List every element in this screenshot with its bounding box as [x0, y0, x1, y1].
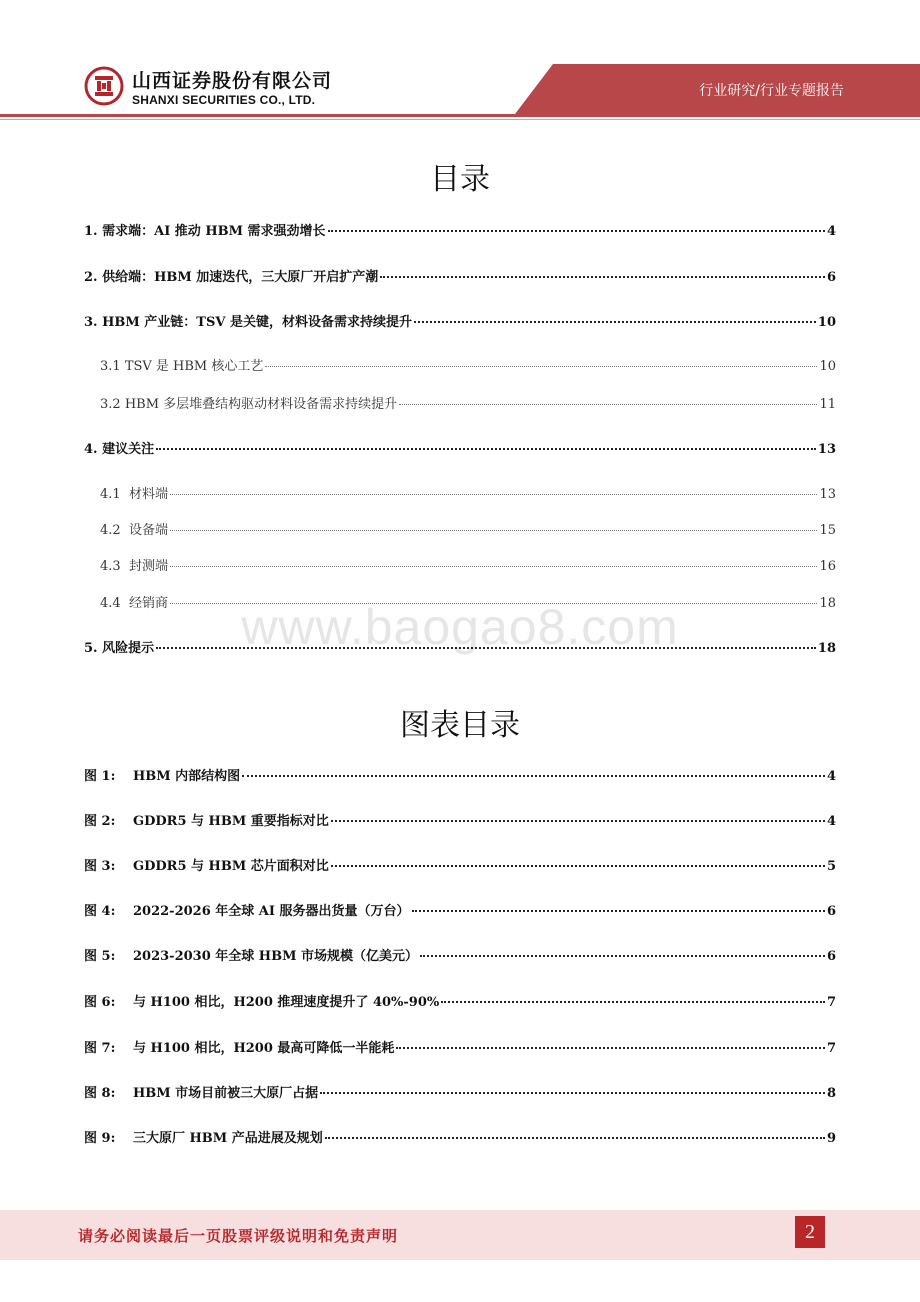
- toc-subitem[interactable]: [100, 555, 836, 574]
- toc-item-number: 3.1: [100, 359, 125, 374]
- dot-leader: [380, 276, 825, 278]
- toc-item-text: 需求端：AI 推动 HBM 需求强劲增长: [102, 224, 326, 239]
- figure-list-item[interactable]: [84, 1037, 836, 1056]
- toc-item-number: 4.4: [100, 596, 129, 611]
- company-name-en: SHANXI SECURITIES CO., LTD.: [132, 93, 316, 107]
- header-divider-thin: [0, 119, 920, 120]
- toc-item-number: 1.: [84, 224, 103, 239]
- figure-list-item[interactable]: [84, 1082, 836, 1101]
- figure-list-item[interactable]: [84, 855, 836, 874]
- toc-item-page: 4: [826, 224, 836, 239]
- figure-label: 图 4:: [84, 904, 116, 919]
- toc-item[interactable]: [84, 266, 836, 285]
- toc-item-number: 5.: [84, 641, 103, 656]
- toc-item-page: 10: [819, 359, 836, 374]
- toc-item-page: 18: [817, 641, 836, 656]
- toc-item-text: TSV 是 HBM 核心工艺: [124, 359, 264, 374]
- figure-title: 与 H100 相比，H200 最高可降低一半能耗: [133, 1041, 395, 1056]
- toc-item-page: 6: [826, 270, 836, 285]
- toc-item-page: 13: [817, 442, 836, 457]
- dot-leader: [412, 910, 825, 912]
- disclaimer-text: 请务必阅读最后一页股票评级说明和免责声明: [78, 1227, 399, 1245]
- dot-leader: [170, 566, 817, 567]
- toc-item-number: 3.2: [100, 397, 125, 412]
- watermark: www.baogao8.com: [241, 599, 679, 655]
- figure-list-item[interactable]: [84, 810, 836, 829]
- dot-leader: [399, 404, 817, 405]
- dot-leader: [156, 647, 816, 649]
- toc-subitem[interactable]: [100, 393, 836, 412]
- figure-title: GDDR5 与 HBM 重要指标对比: [133, 814, 329, 829]
- figure-title: GDDR5 与 HBM 芯片面积对比: [133, 859, 329, 874]
- toc-item-page: 13: [819, 487, 836, 502]
- dot-leader: [242, 775, 825, 777]
- company-name-cn: 山西证券股份有限公司: [132, 70, 333, 92]
- figure-title: 三大原厂 HBM 产品进展及规划: [133, 1131, 323, 1146]
- toc-item-number: 4.2: [100, 523, 129, 538]
- figure-label: 图 3:: [84, 859, 116, 874]
- toc-item-text: 经销商: [128, 596, 168, 611]
- dot-leader: [331, 820, 825, 822]
- figures-title: 图表目录: [400, 708, 520, 743]
- toc-item-number: 4.: [84, 442, 103, 457]
- figure-list-item[interactable]: [84, 900, 836, 919]
- toc-item-text: HBM 产业链：TSV 是关键，材料设备需求持续提升: [102, 315, 412, 330]
- toc-item-number: 4.3: [100, 559, 129, 574]
- toc-item-text: 设备端: [128, 523, 168, 538]
- toc-item-number: 4.1: [100, 487, 129, 502]
- dot-leader: [170, 494, 817, 495]
- figure-page: 9: [826, 1131, 836, 1146]
- figure-title: 与 H100 相比，H200 推理速度提升了 40%-90%: [133, 995, 440, 1010]
- page-number: 2: [795, 1216, 825, 1248]
- figure-title: HBM 市场目前被三大原厂占据: [133, 1086, 319, 1101]
- toc-item[interactable]: [84, 220, 836, 239]
- toc-item[interactable]: [84, 438, 836, 457]
- figure-label: 图 2:: [84, 814, 116, 829]
- figure-title: 2023-2030 年全球 HBM 市场规模（亿美元）: [133, 949, 418, 964]
- toc-item-page: 15: [819, 523, 836, 538]
- figure-label: 图 7:: [84, 1041, 116, 1056]
- dot-leader: [320, 1092, 825, 1094]
- figure-page: 7: [826, 995, 836, 1010]
- toc-item[interactable]: [84, 311, 836, 330]
- figure-label: 图 9:: [84, 1131, 116, 1146]
- dot-leader: [441, 1001, 825, 1003]
- figure-list-item[interactable]: [84, 765, 836, 784]
- toc-item-page: 16: [819, 559, 836, 574]
- dot-leader: [331, 865, 825, 867]
- toc-item-page: 18: [819, 596, 836, 611]
- toc-item-text: 风险提示: [102, 641, 155, 656]
- toc-item-page: 10: [817, 315, 836, 330]
- figure-page: 6: [826, 949, 836, 964]
- figure-list-item[interactable]: [84, 945, 836, 964]
- dot-leader: [170, 530, 817, 531]
- dot-leader: [328, 230, 825, 232]
- dot-leader: [396, 1047, 825, 1049]
- dot-leader: [265, 366, 817, 367]
- toc-item-text: 材料端: [128, 487, 168, 502]
- dot-leader: [414, 321, 816, 323]
- figure-page: 6: [826, 904, 836, 919]
- toc-item-text: 封测端: [128, 559, 168, 574]
- figure-title: HBM 内部结构图: [133, 769, 241, 784]
- figure-label: 图 5:: [84, 949, 116, 964]
- toc-subitem[interactable]: [100, 355, 836, 374]
- header-divider: [0, 114, 920, 117]
- figure-title: 2022-2026 年全球 AI 服务器出货量（万台）: [133, 904, 410, 919]
- dot-leader: [420, 955, 825, 957]
- figure-page: 7: [826, 1041, 836, 1056]
- figure-label: 图 8:: [84, 1086, 116, 1101]
- figure-page: 5: [826, 859, 836, 874]
- toc-subitem[interactable]: [100, 519, 836, 538]
- toc-item-text: 供给端：HBM 加速迭代，三大原厂开启扩产潮: [102, 270, 379, 285]
- toc-item-number: 2.: [84, 270, 103, 285]
- figure-page: 4: [826, 814, 836, 829]
- toc-item-text: HBM 多层堆叠结构驱动材料设备需求持续提升: [124, 397, 398, 412]
- figure-page: 4: [826, 769, 836, 784]
- toc-item-text: 建议关注: [102, 442, 155, 457]
- dot-leader: [156, 448, 816, 450]
- dot-leader: [325, 1137, 825, 1139]
- toc-subitem[interactable]: [100, 483, 836, 502]
- toc-title: 目录: [430, 162, 490, 197]
- toc-item-page: 11: [819, 397, 836, 412]
- page-header: [0, 0, 920, 120]
- figure-label: 图 1:: [84, 769, 116, 784]
- figure-list-item[interactable]: [84, 991, 836, 1010]
- figure-list-item[interactable]: [84, 1127, 836, 1146]
- report-type-label: 行业研究/行业专题报告: [699, 83, 844, 99]
- toc-item-number: 3.: [84, 315, 103, 330]
- company-logo-icon: [84, 66, 124, 106]
- figure-page: 8: [826, 1086, 836, 1101]
- toc-item[interactable]: [84, 637, 836, 656]
- figure-label: 图 6:: [84, 995, 116, 1010]
